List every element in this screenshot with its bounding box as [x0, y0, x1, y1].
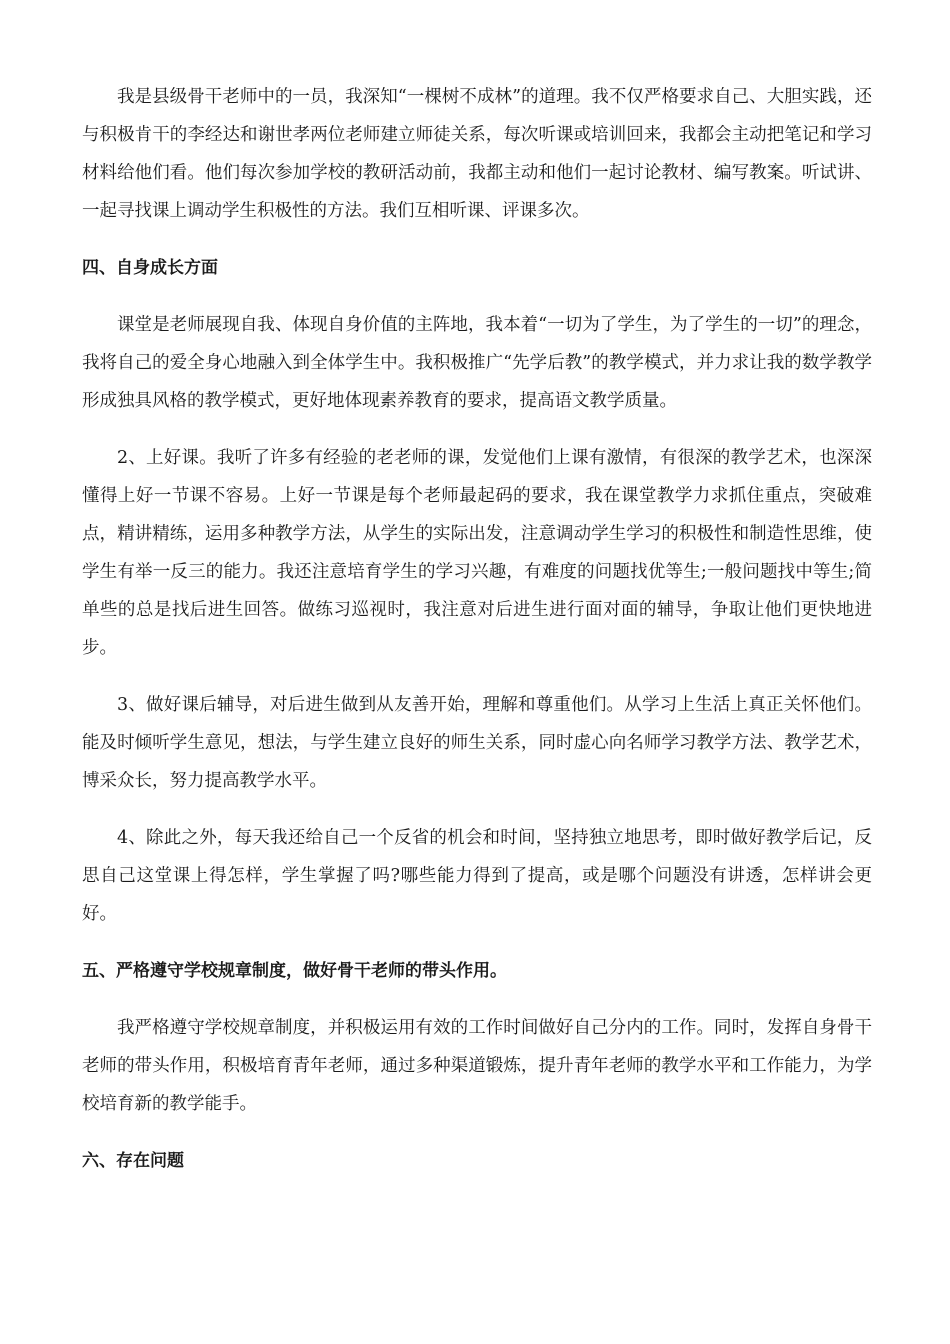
document-body	[82, 78, 872, 1199]
section-heading-existing-problems: 六、存在问题	[82, 1151, 184, 1171]
section-heading-self-growth: 四、自身成长方面	[82, 258, 218, 278]
paragraph-after-class-tutoring: 3、做好课后辅导，对后进生做到从友善开始，理解和尊重他们。从学习上生活上真正关怀他们。能及时倾听学生意见，想法，与学生建立良好的师生关系，同时虚心向名师学习教学方法、教学艺术，博采众长，努力提高教学水平。	[82, 695, 872, 791]
paragraph-rules-leadership: 我严格遵守学校规章制度，并积极运用有效的工作时间做好自己分内的工作。同时，发挥自身骨干老师的带头作用，积极培育青年老师，通过多种渠道锻炼，提升青年老师的教学水平和工作能力，为学校培育新的教学能手。	[82, 1018, 872, 1114]
paragraph-classroom-philosophy: 课堂是老师展现自我、体现自身价值的主阵地，我本着“一切为了学生，为了学生的一切”的理念，我将自己的爱全身心地融入到全体学生中。我积极推广“先学后教”的教学模式，并力求让我的数学教学形成独具风格的教学模式，更好地体现素养教育的要求，提高语文教学质量。	[82, 315, 872, 411]
paragraph-self-reflection: 4、除此之外，每天我还给自己一个反省的机会和时间，坚持独立地思考，即时做好教学后记，反思自己这堂课上得怎样，学生掌握了吗?哪些能力得到了提高，或是哪个问题没有讲透，怎样讲会更好。	[82, 828, 872, 924]
section-heading-school-rules: 五、严格遵守学校规章制度，做好骨干老师的带头作用。	[82, 961, 507, 981]
paragraph-teach-good-lessons: 2、上好课。我听了许多有经验的老老师的课，发觉他们上课有激情，有很深的教学艺术，也深深懂得上好一节课不容易。上好一节课是每个老师最起码的要求，我在课堂教学力求抓住重点，突破难点，精讲精练，运用多种教学方法，从学生的实际出发，注意调动学生学习的积极性和制造性思维，使学生有举一反三的能力。我还注意培育学生的学习兴趣，有难度的问题找优等生;一般问题找中等生;简单些的总是找后进生回答。做练习巡视时，我注意对后进生进行面对面的辅导，争取让他们更快地进步。	[82, 448, 872, 658]
paragraph-mentoring: 我是县级骨干老师中的一员，我深知“一棵树不成林”的道理。我不仅严格要求自己、大胆实践，还与积极肯干的李经达和谢世孝两位老师建立师徒关系，每次听课或培训回来，我都会主动把笔记和学习材料给他们看。他们每次参加学校的教研活动前，我都主动和他们一起讨论教材、编写教案。听试讲、一起寻找课上调动学生积极性的方法。我们互相听课、评课多次。	[82, 87, 872, 221]
